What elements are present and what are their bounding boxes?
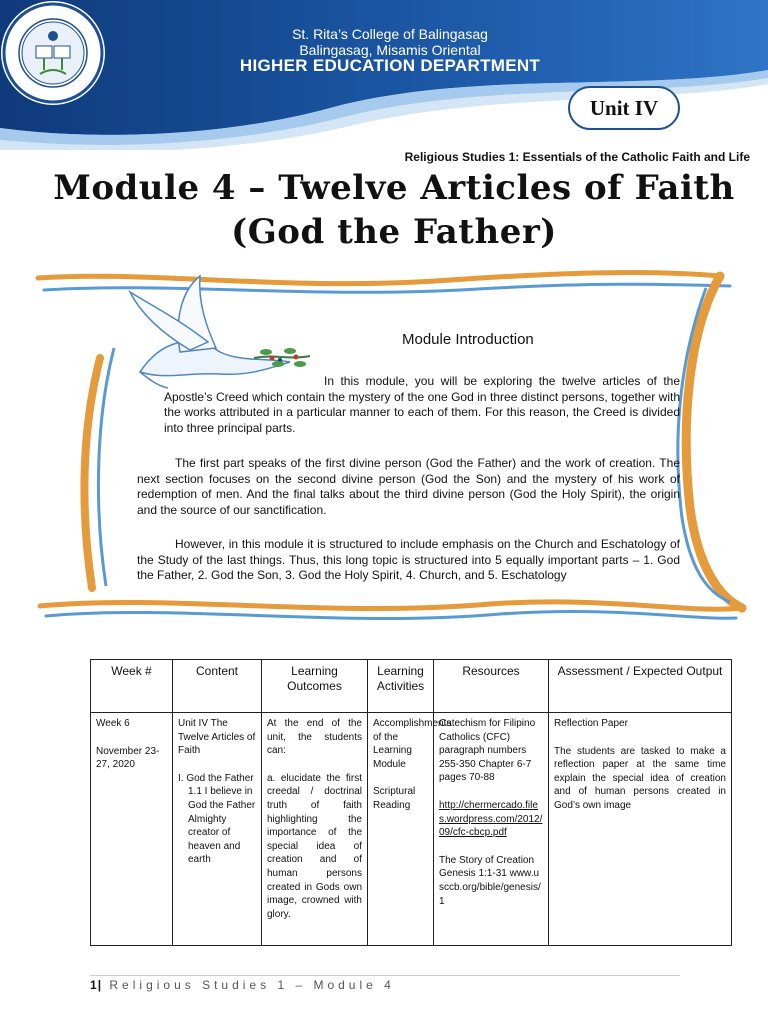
- header-resources: Resources: [434, 660, 549, 713]
- resource-3: The Story of Creation Genesis 1:1-31 www.usccb.org/bible/genesis/1: [439, 854, 541, 907]
- intro-paragraph-2: The first part speaks of the first divine person (God the Father) and the work of creation. The next section focuses on the second divine person (God the Son) and the mystery of his work of redemption of men. And the final talks about the third divine person (God the Holy Spirit), the origin and the source of our sanctification.: [137, 456, 680, 517]
- intro-paragraph-1-text: In this module, you will be exploring the twelve articles of the Apostle’s Creed which contain the mystery of the one God in three distinct persons, together with the works attributed in a particular manner to each of them. For this reason, the Creed is divided into three principal parts.: [164, 374, 680, 435]
- activity-1: Accomplishments of the Learning Module: [373, 718, 452, 770]
- header-outcomes: Learning Outcomes: [262, 660, 368, 713]
- content-topic: I. God the Father: [178, 772, 254, 784]
- page-number: 1: [90, 978, 98, 992]
- module-table: [90, 659, 732, 946]
- unit-badge: Unit IV: [568, 86, 680, 130]
- outcomes-intro: At the end of the unit, the students can:: [267, 718, 362, 757]
- header-content: Content: [173, 660, 262, 713]
- content-unit: Unit IV The Twelve Articles of Faith: [178, 718, 256, 757]
- intro-paragraph-1: [164, 374, 680, 436]
- cell-content: [173, 713, 262, 946]
- resource-1: Catechism for Filipino Catholics (CFC) paragraph numbers 255-350 Chapter 6-7 pages 70-88: [439, 718, 536, 784]
- college-name: St. Rita’s College of Balingasag: [292, 26, 488, 42]
- assessment-title: Reflection Paper: [554, 718, 628, 729]
- olive-branch-icon: [252, 338, 312, 378]
- outcomes-a: a. elucidate the first creedal / doctrinal truth of faith highlighting the importance of the special idea of creation and of human persons created in Gods own image, crowned with glory.: [267, 772, 362, 920]
- table-row: [91, 713, 732, 946]
- footer-divider: [90, 975, 680, 976]
- cell-resources: [434, 713, 549, 946]
- header-banner: [0, 0, 768, 150]
- header-assessment: Assessment / Expected Output: [549, 660, 732, 713]
- cell-week: [91, 713, 173, 946]
- table-header-row: [91, 660, 732, 713]
- cell-assessment: [549, 713, 732, 946]
- header-activities: Learning Activities: [368, 660, 434, 713]
- footer-separator: |: [97, 978, 103, 992]
- module-title-line2: (God the Father): [231, 212, 557, 252]
- module-title-line1: Module 4 – Twelve Articles of Faith: [53, 168, 735, 208]
- college-seal-icon: [0, 0, 106, 106]
- content-subtopic: 1.1 I believe in God the Father Almighty creator of heaven and earth: [188, 786, 256, 866]
- page-footer: [90, 978, 395, 992]
- header-week: Week #: [91, 660, 173, 713]
- department-title: HIGHER EDUCATION DEPARTMENT: [239, 56, 541, 75]
- college-name-block: [230, 26, 550, 58]
- resource-link[interactable]: http://chermercado.files.wordpress.com/2012/09/cfc-cbcp.pdf: [439, 799, 543, 839]
- week-label: Week 6: [96, 718, 130, 729]
- intro-paragraph-3: However, in this module it is structured to include emphasis on the Church and Eschatology of the Study of the last things. Thus, this long topic is structured into 5 equally important parts – 1. God the Father, 2. God the Son, 3. God the Holy Spirit, 4. Church, and 5. Eschatology: [137, 537, 680, 583]
- activity-2: Scriptural Reading: [373, 786, 416, 811]
- college-address: Balingasag, Misamis Oriental: [299, 42, 481, 58]
- week-dates: November 23-27, 2020: [96, 745, 160, 771]
- assessment-description: The students are tasked to make a reflection paper at the same time explain the special idea of creation and of human persons created in God’s own image: [554, 745, 726, 811]
- intro-heading: Module Introduction: [402, 331, 534, 348]
- course-title: Religious Studies 1: Essentials of the Catholic Faith and Life: [404, 150, 750, 164]
- cell-activities: [368, 713, 452, 946]
- module-title: [20, 166, 768, 254]
- footer-text: Religious Studies 1 – Module 4: [109, 978, 395, 992]
- cell-outcomes: [262, 713, 368, 946]
